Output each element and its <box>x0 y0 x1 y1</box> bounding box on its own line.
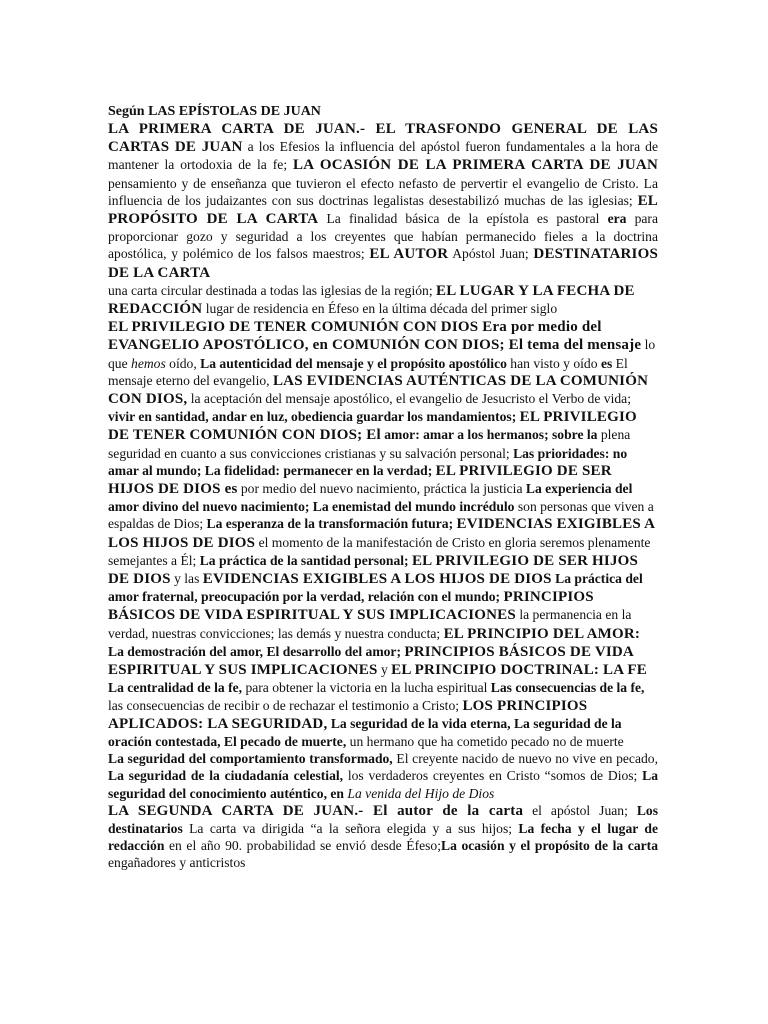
text-run: PRINCIPIOS BÁSICOS DE VIDA ESPIRITUAL Y SUS IMPLICACIONES <box>108 643 634 679</box>
text-run: Apóstol Juan; <box>448 246 534 262</box>
text-run: EL PRIVILEGIO DE TENER COMUNIÓN CON DIOS; El <box>108 409 637 444</box>
text-run: La ocasión y el propósito de la carta <box>441 838 658 854</box>
text-run: PRINCIPIOS BÁSICOS DE VIDA ESPIRITUAL Y SUS IMPLICACIONES <box>108 589 594 624</box>
text-run: y las <box>170 571 203 587</box>
text-run: La seguridad del comportamiento transformado, <box>108 751 393 767</box>
text-run: plena seguridad en cuanto a sus convicciones cristianas y su salvación personal; <box>108 427 631 461</box>
paragraph-privilegio-comunion <box>108 318 658 750</box>
text-run: EL PRIVILEGIO DE SER HIJOS DE DIOS <box>108 552 639 588</box>
text-run: los verdaderos creyentes en Cristo “somos de Dios; <box>343 768 643 784</box>
text-run: una carta circular destinada a todas las iglesias de la región; <box>108 282 437 298</box>
text-run: La seguridad del conocimiento auténtico, en <box>108 768 659 801</box>
paragraph-seguridad <box>108 750 658 802</box>
text-run: La finalidad básica de la epístola es pastoral <box>318 211 608 227</box>
text-run: es <box>600 355 613 371</box>
paragraph-primera-carta <box>108 120 658 282</box>
text-run: EL PRINCIPIO DOCTRINAL: LA FE <box>391 662 647 679</box>
text-run: las consecuencias de recibir o de rechazar el testimonio a Cristo; <box>108 697 463 713</box>
text-run: para proporcionar gozo y seguridad a los creyentes que habían permanecido fieles a la doctrina apostólica, y polémico de los falsos maestros; <box>108 211 658 262</box>
text-run: EVIDENCIAS EXIGIBLES A LOS HIJOS DE DIOS <box>108 516 655 551</box>
text-run: DESTINATARIOS DE LA CARTA <box>108 246 658 281</box>
paragraph-destinatarios <box>108 282 658 318</box>
text-run: por medio del nuevo nacimiento, práctica la justicia <box>237 481 526 497</box>
text-run: Las prioridades: no amar al mundo; La fidelidad: permanecer en la verdad; <box>108 445 628 478</box>
text-run: EL PRIVILEGIO DE TENER COMUNIÓN CON DIOS Era por medio del EVANGELIO APOSTÓLICO, en COMUNIÓN CON DIOS; El tema del mensaje <box>108 319 642 354</box>
text-run: La venida del Hijo de Dios <box>347 785 495 801</box>
text-run: y <box>377 662 392 678</box>
text-run: La seguridad de la vida eterna, La seguridad de la oración contestada, El pecado de muerte, <box>108 715 622 749</box>
text-run: LA OCASIÓN DE LA PRIMERA CARTA DE JUAN <box>293 157 658 174</box>
text-run: en el año 90. probabilidad se envió desde Éfeso; <box>164 838 441 854</box>
text-run: La fecha y el lugar de redacción <box>108 820 658 854</box>
text-run: La demostración del amor, El desarrollo del amor; <box>108 643 401 659</box>
text-run: La seguridad de la ciudadanía celestial, <box>108 768 344 784</box>
text-run: Las consecuencias de la fe, <box>490 680 645 696</box>
text-run: han visto y oído <box>506 355 601 371</box>
text-run: era <box>607 211 627 227</box>
text-run: LAS EVIDENCIAS AUTÉNTICAS DE LA COMUNIÓN CON DIOS, <box>108 372 649 408</box>
text-run: La centralidad de la fe, <box>108 680 243 696</box>
text-run: oído, <box>165 355 201 371</box>
text-run: un hermano que ha cometido pecado no de muerte <box>346 733 624 749</box>
text-run: EL LUGAR Y LA FECHA DE REDACCIÓN <box>108 282 635 318</box>
text-run: lo que <box>108 337 656 371</box>
text-run: vivir en santidad, andar en luz, obediencia guardar los mandamientos; <box>108 409 517 425</box>
document-title: Según LAS EPÍSTOLAS DE JUAN <box>108 104 321 119</box>
paragraph-segunda-carta <box>108 802 658 872</box>
text-run: EL PRINCIPIO DEL AMOR: <box>443 625 641 642</box>
text-run: a los Efesios la influencia del apóstol fueron fundamentales a la hora de mantener la ortodoxia de la fe; <box>108 139 659 173</box>
text-run: pensamiento y de enseñanza que tuvieron el efecto nefasto de pervertir el evangelio de Cristo. La influencia de los judaizantes con sus doctrinas legalistas desestabilizó muchas de las iglesias; <box>108 175 658 208</box>
text-run: EL PROPÓSITO DE LA CARTA <box>108 192 658 228</box>
text-run: EVIDENCIAS EXIGIBLES A LOS HIJOS DE DIOS <box>202 571 552 588</box>
text-run: LA SEGUNDA CARTA DE JUAN.- El autor de la carta <box>108 802 524 819</box>
text-run: La esperanza de la transformación futura; <box>206 516 454 532</box>
text-run: La práctica de la santidad personal; <box>199 552 409 568</box>
text-run: Los destinatarios <box>108 802 658 836</box>
text-run: El mensaje eterno del evangelio, <box>108 355 628 388</box>
text-run: La autenticidad del mensaje y el propósito apostólico <box>200 355 507 371</box>
text-run: El creyente nacido de nuevo no vive en pecado, <box>392 751 658 767</box>
text-run: EL AUTOR <box>369 246 449 263</box>
text-run: LA PRIMERA CARTA DE JUAN.- EL TRASFONDO GENERAL DE LAS CARTAS DE JUAN <box>108 121 658 156</box>
text-run: la aceptación del mensaje apostólico, el evangelio de Jesucristo el Verbo de vida; <box>187 391 631 407</box>
text-run: La experiencia del amor divino del nuevo nacimiento; La enemistad del mundo incrédulo <box>108 481 633 515</box>
text-run: el apóstol Juan; <box>523 802 637 818</box>
text-run: lugar de residencia en Éfeso en la última década del primer siglo <box>202 301 558 317</box>
text-run: LOS PRINCIPIOS APLICADOS: LA SEGURIDAD, <box>108 697 588 732</box>
text-run: La práctica del amor fraternal, preocupación por la verdad, relación con el mundo; <box>108 571 643 605</box>
text-run: amor: amar a los hermanos; sobre la <box>384 427 598 443</box>
text-run: engañadores y anticristos <box>108 855 246 871</box>
text-run: EL PRIVILEGIO DE SER HIJOS DE DIOS es <box>108 462 612 498</box>
text-run: la permanencia en la verdad, nuestras convicciones; las demás y nuestra conducta; <box>108 607 632 641</box>
text-run: para obtener la victoria en la lucha espiritual <box>242 680 491 696</box>
text-run: el momento de la manifestación de Cristo en gloria seremos plenamente semejantes a Él; <box>108 534 651 568</box>
text-run: son personas que viven a espaldas de Dios; <box>108 499 654 532</box>
text-run: hemos <box>131 355 166 371</box>
document-page <box>108 103 658 872</box>
text-run: La carta va dirigida “a la señora elegida y a sus hijos; <box>182 820 519 836</box>
